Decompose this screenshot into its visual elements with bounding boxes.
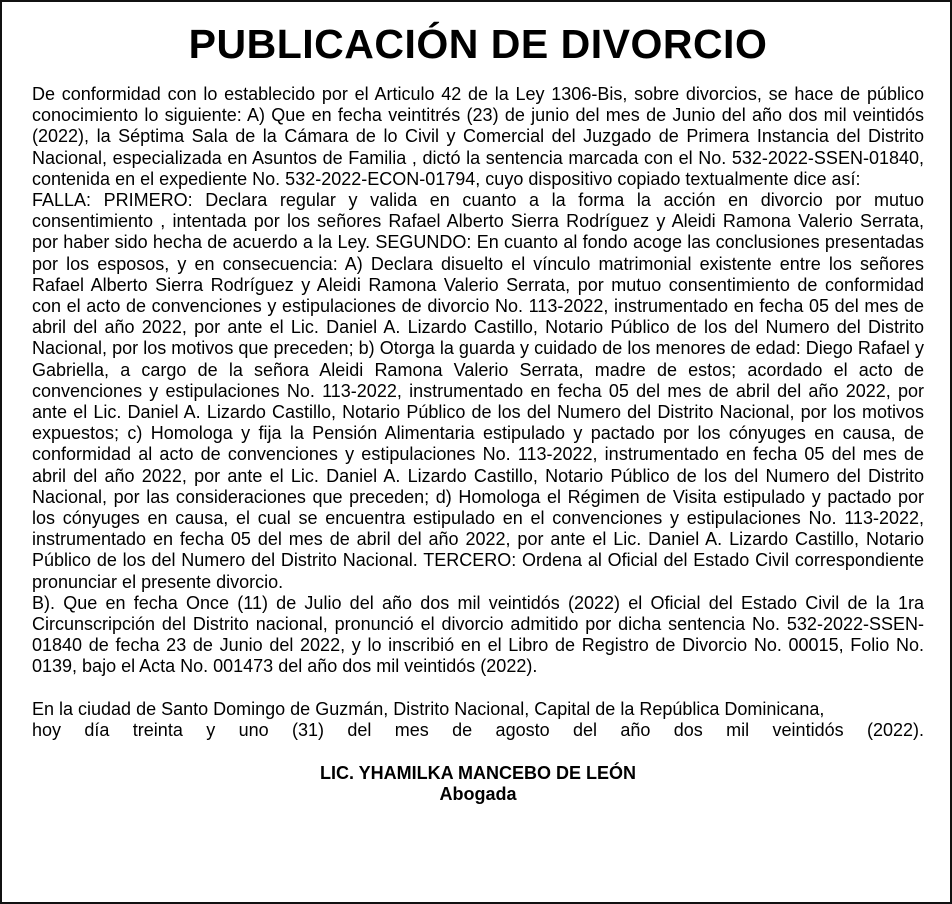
- divorce-notice: [32, 20, 924, 805]
- signature-block: [32, 763, 924, 805]
- paragraph-spacer: [32, 678, 924, 699]
- intro-paragraph: De conformidad con lo establecido por el Articulo 42 de la Ley 1306-Bis, sobre divorcios, se hace de público conocimiento lo siguiente: A) Que en fecha veintitrés (23) de junio del mes de Junio del año dos mil veintidós (2022), la Séptima Sala de la Cámara de lo Civil y Comercial del Juzgado de Primera Instancia del Distrito Nacional, especializada en Asuntos de Familia , dictó la sentencia marcada con el No. 532-2022-SSEN-01840, contenida en el expediente No. 532-2022-ECON-01794, cuyo dispositivo copiado textualmente dice así:: [32, 84, 924, 189]
- notice-body: [32, 84, 924, 678]
- signer-role: Abogada: [439, 784, 517, 805]
- closing-line-place: En la ciudad de Santo Domingo de Guzmán, Distrito Nacional, Capital de la República Dominicana,: [32, 698, 825, 719]
- closing-statement: [32, 699, 924, 741]
- signer-name: LIC. YHAMILKA MANCEBO DE LEÓN: [319, 763, 636, 784]
- closing-line-date: hoy día treinta y uno (31) del mes de agosto del año dos mil veintidós (2022).: [32, 719, 924, 740]
- notice-title: PUBLICACIÓN DE DIVORCIO: [188, 21, 768, 67]
- ruling-paragraph: FALLA: PRIMERO: Declara regular y valida en cuanto a la forma la acción en divorcio por mutuo consentimiento , intentada por los señores Rafael Alberto Sierra Rodríguez y Aleidi Ramona Valerio Serrata, por haber sido hecha de acuerdo a la Ley. SEGUNDO: En cuanto al fondo acoge las conclusiones presentadas por los esposos, y en consecuencia: A) Declara disuelto el vínculo matrimonial existente entre los señores Rafael Alberto Sierra Rodríguez y Aleidi Ramona Valerio Serrata, por mutuo consentimiento de conformidad con el acto de convenciones y estipulaciones de divorcio No. 113-2022, instrumentado en fecha 05 del mes de abril del año 2022, por ante el Lic. Daniel A. Lizardo Castillo, Notario Público de los del Numero del Distrito Nacional, por los motivos que preceden; b) Otorga la guarda y cuidado de los menores de edad: Diego Rafael y Gabriella, a cargo de la señora Aleidi Ramona Valerio Serrata, madre de estos; acordado el acto de convenciones y estipulaciones No. 113-2022, instrumentado en fecha 05 del mes de abril del año 2022, por ante el Lic. Daniel A. Lizardo Castillo, Notario Público de los del Numero del Distrito Nacional, por los motivos expuestos; c) Homologa y fija la Pensión Alimentaria estipulado y pactado por los cónyuges en causa, de conformidad al acto de convenciones y estipulaciones No. 113-2022, instrumentado en fecha 05 del mes de abril del año 2022, por ante el Lic. Daniel A. Lizardo Castillo, Notario Público de los del Numero del Distrito Nacional, por las consideraciones que preceden; d) Homologa el Régimen de Visita estipulado y pactado por los cónyuges en causa, el cual se encuentra estipulado en el convenciones y estipulaciones No. 113-2022, instrumentado en fecha 05 del mes de abril del año 2022, por ante el Lic. Daniel A. Lizardo Castillo, Notario Público de los del Numero del Distrito Nacional. TERCERO: Ordena al Oficial del Estado Civil correspondiente pronunciar el presente divorcio.: [32, 190, 924, 592]
- registration-paragraph: B). Que en fecha Once (11) de Julio del año dos mil veintidós (2022) el Oficial del Estado Civil de la 1ra Circunscripción del Distrito nacional, pronunció el divorcio admitido por dicha sentencia No. 532-2022-SSEN-01840 de fecha 23 de Junio del 2022, y lo inscribió en el Libro de Registro de Divorcio No. 00015, Folio No. 0139, bajo el Acta No. 001473 del año dos mil veintidós (2022).: [32, 592, 924, 677]
